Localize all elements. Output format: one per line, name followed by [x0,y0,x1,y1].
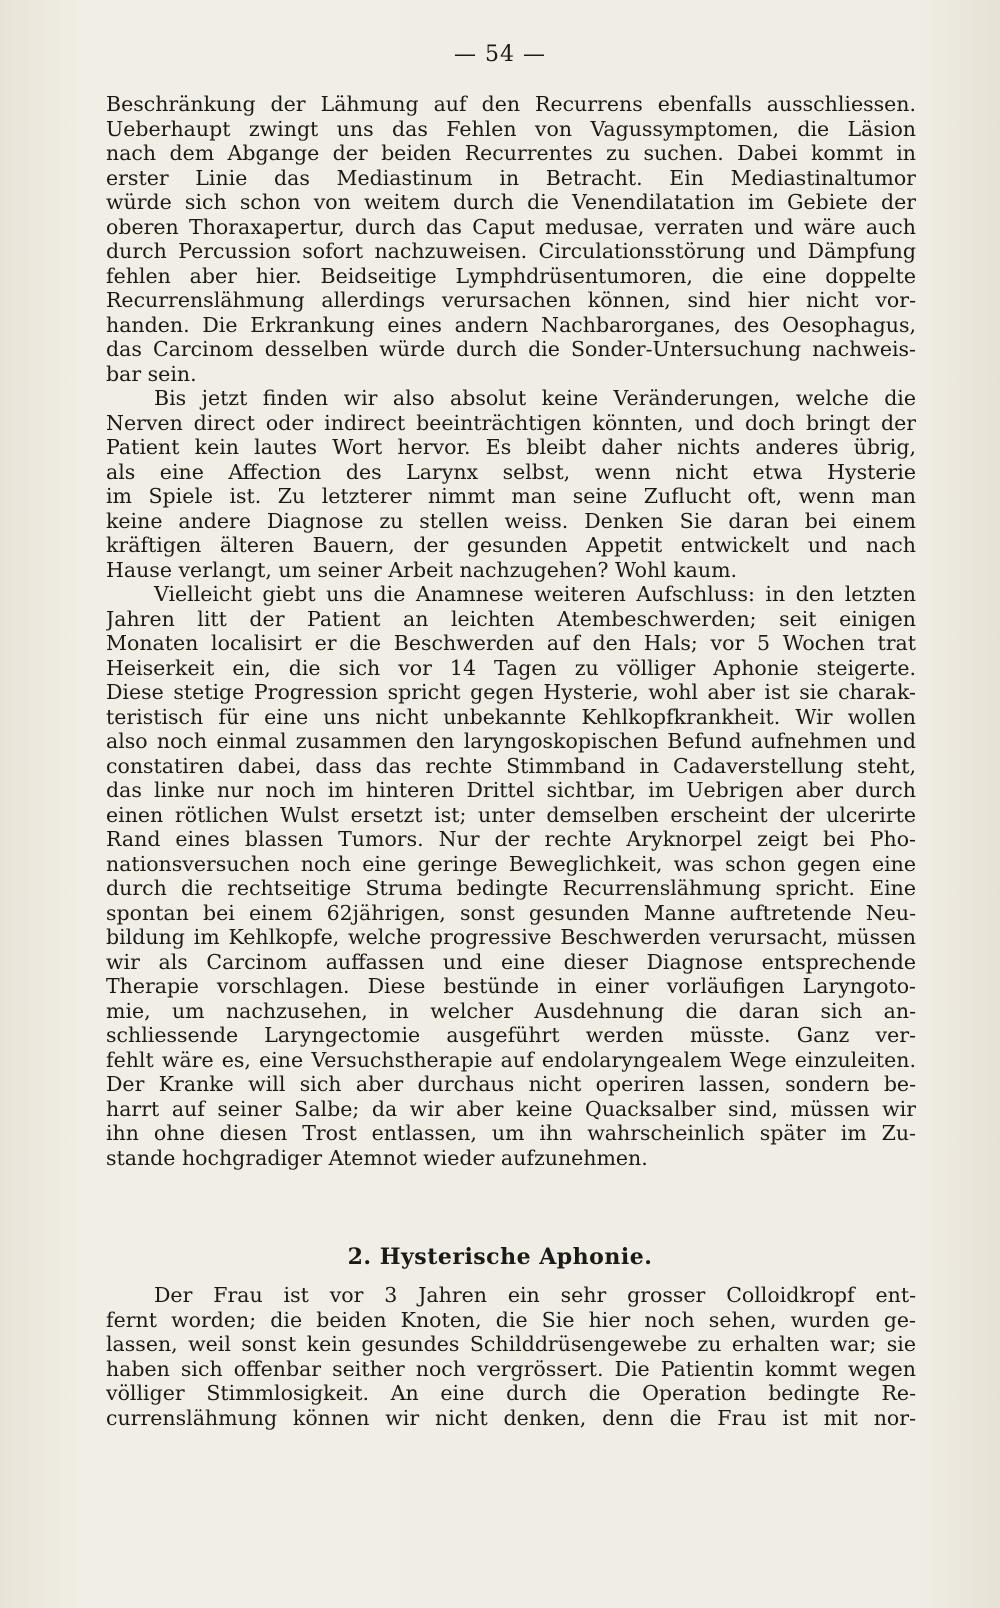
text-line: Hause verlangt, um seiner Arbeit nachzugehen? Wohl kaum. [106,557,738,582]
text-line: haben sich offenbar seither noch vergrössert. Die Patientin kommt wegen [106,1356,916,1381]
text-line: Heiserkeit ein, die sich vor 14 Tagen zu völliger Aphonie steigerte. [106,655,916,680]
text-line: Der Kranke will sich aber durchaus nicht operiren lassen, sondern be- [106,1072,916,1096]
text-line: Vielleicht giebt uns die Anamnese weiteren Aufschluss: in den letzten [154,582,916,606]
text-line: Ueberhaupt zwingt uns das Fehlen von Vagussymptomen, die Läsion [106,116,916,141]
text-line: nach dem Abgange der beiden Recurrentes zu suchen. Dabei kommt in [106,141,916,165]
text-line: Monaten localisirt er die Beschwerden auf den Hals; vor 5 Wochen trat [106,631,916,655]
text-line: harrt auf seiner Salbe; da wir aber keine Quacksalber sind, müssen wir [106,1096,916,1121]
text-line: durch Percussion sofort nachzuweisen. Circulationsstörung und Dämpfung [106,239,916,263]
text-line: constatiren dabei, dass das rechte Stimmband in Cadaverstellung steht, [106,753,916,778]
text-line: erster Linie das Mediastinum in Betracht. Ein Mediastinaltumor [106,165,916,190]
text-line: als eine Affection des Larynx selbst, wenn nicht etwa Hysterie [106,459,916,484]
text-line: keine andere Diagnose zu stellen weiss. Denken Sie daran bei einem [106,508,916,533]
text-line: bildung im Kehlkopfe, welche progressive Beschwerden verursacht, müssen [106,925,916,949]
text-line: einen rötlichen Wulst ersetzt ist; unter demselben erscheint der ulcerirte [106,802,916,827]
text-line: das Carcinom desselben würde durch die Sonder-Untersuchung nachweis- [106,337,916,361]
text-line: fehlen aber hier. Beidseitige Lymphdrüsentumoren, die eine doppelte [106,263,916,288]
text-line: Beschränkung der Lähmung auf den Recurrens ebenfalls ausschliessen. [106,92,916,116]
text-line: Therapie vorschlagen. Diese bestünde in einer vorläufigen Laryngoto- [106,974,916,998]
section-2-text [106,1283,916,1430]
text-line: Patient kein lautes Wort hervor. Es bleibt daher nichts anderes übrig, [106,435,916,459]
text-line: Rand eines blassen Tumors. Nur der rechte Aryknorpel zeigt bei Pho- [106,827,916,851]
text-line: im Spiele ist. Zu letzterer nimmt man seine Zuflucht oft, wenn man [106,484,916,508]
text-line: würde sich schon von weitem durch die Venendilatation im Gebiete der [106,190,916,214]
text-line: Recurrenslähmung allerdings verursachen können, sind hier nicht vor- [106,288,916,312]
text-line: durch die rechtseitige Struma bedingte Recurrenslähmung spricht. Eine [106,876,916,900]
text-line: lassen, weil sonst kein gesundes Schilddrüsengewebe zu erhalten war; sie [106,1332,916,1356]
text-line: stande hochgradiger Atemnot wieder aufzunehmen. [106,1145,648,1170]
text-line: Der Frau ist vor 3 Jahren ein sehr grosser Colloidkropf ent- [154,1283,916,1307]
text-line: nationsversuchen noch eine geringe Beweglichkeit, was schon gegen eine [106,851,916,876]
text-line: Bis jetzt finden wir also absolut keine Veränderungen, welche die [154,386,916,410]
text-line: das linke nur noch im hinteren Drittel sichtbar, im Uebrigen aber durch [106,778,916,802]
section-heading: 2. Hysterische Aphonie. [347,1244,653,1270]
text-line: mie, um nachzusehen, in welcher Ausdehnung die daran sich an- [106,998,916,1023]
text-line: also noch einmal zusammen den laryngoskopischen Befund aufnehmen und [106,729,916,753]
page-number: — 54 — [454,42,546,67]
text-line: fehlt wäre es, eine Versuchstherapie auf endolaryngealem Wege einzuleiten. [106,1047,916,1072]
section-1-text [106,92,916,1170]
text-line: fernt worden; die beiden Knoten, die Sie hier noch sehen, wurden ge- [106,1307,916,1332]
text-line: ihn ohne diesen Trost entlassen, um ihn wahrscheinlich später im Zu- [106,1121,916,1145]
text-line: Nerven direct oder indirect beeinträchtigen könnten, und doch bringt der [106,410,916,435]
text-line: Jahren litt der Patient an leichten Atembeschwerden; seit einigen [106,606,916,631]
text-line: oberen Thoraxapertur, durch das Caput medusae, verraten und wäre auch [106,214,916,239]
text-line: handen. Die Erkrankung eines andern Nachbarorganes, des Oesophagus, [106,312,916,337]
text-line: kräftigen älteren Bauern, der gesunden Appetit entwickelt und nach [106,533,916,557]
text-line: currenslähmung können wir nicht denken, denn die Frau ist mit nor- [106,1405,916,1430]
text-line: bar sein. [106,361,197,386]
text-line: wir als Carcinom auffassen und eine dieser Diagnose entsprechende [106,949,916,974]
text-line: spontan bei einem 62jährigen, sonst gesunden Manne auftretende Neu- [106,900,916,925]
text-line: Diese stetige Progression spricht gegen Hysterie, wohl aber ist sie charak- [106,680,916,704]
text-line: schliessende Laryngectomie ausgeführt werden müsste. Ganz ver- [106,1023,916,1047]
text-line: völliger Stimmlosigkeit. An eine durch die Operation bedingte Re- [106,1381,916,1405]
text-line: teristisch für eine uns nicht unbekannte Kehlkopfkrankheit. Wir wollen [106,704,916,729]
